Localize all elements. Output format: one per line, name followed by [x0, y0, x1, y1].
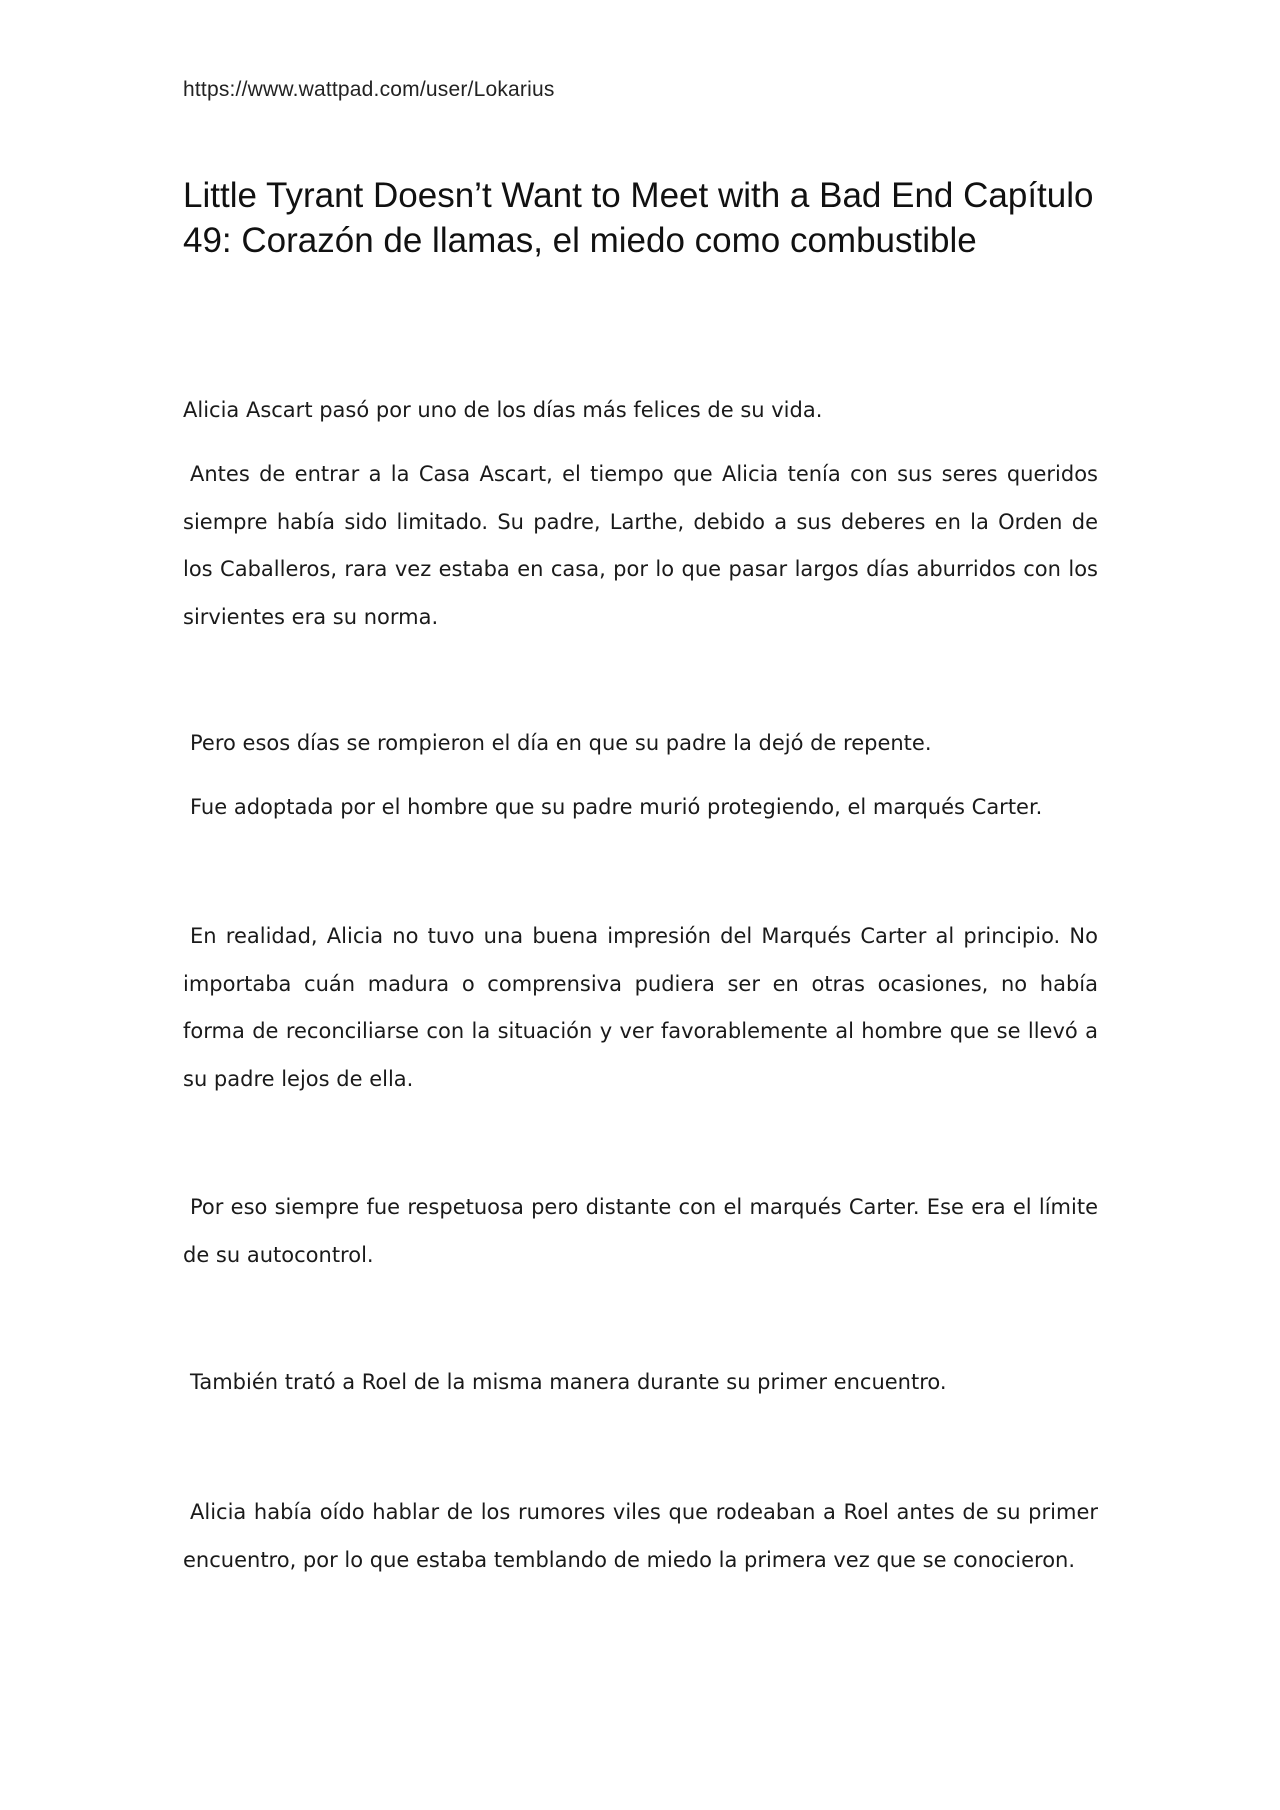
paragraph-2: Antes de entrar a la Casa Ascart, el tiempo que Alicia tenía con sus seres queridos siempre había sido limitado. Su padre, Larthe, debido a sus deberes en la Orden de los Caballeros, rara vez estaba en casa, por lo que pasar largos días aburridos con los sirvientes era su norma. [183, 462, 1098, 629]
chapter-title: Little Tyrant Doesn’t Want to Meet with a Bad End Capítulo 49: Corazón de llamas, el miedo como combustible [183, 176, 1094, 260]
paragraph-5: En realidad, Alicia no tuvo una buena impresión del Marqués Carter al principio. No importaba cuán madura o comprensiva pudiera ser en otras ocasiones, no había forma de reconciliarse con la situación y ver favorablemente al hombre que se llevó a su padre lejos de ella. [183, 924, 1098, 1091]
header-url: https://www.wattpad.com/user/Lokarius [183, 78, 555, 101]
paragraph-3: Pero esos días se rompieron el día en que su padre la dejó de repente. [190, 731, 932, 755]
paragraph-6: Por eso siempre fue respetuosa pero distante con el marqués Carter. Ese era el límite de su autocontrol. [183, 1195, 1098, 1267]
paragraph-4: Fue adoptada por el hombre que su padre murió protegiendo, el marqués Carter. [190, 795, 1043, 819]
paragraph-1: Alicia Ascart pasó por uno de los días más felices de su vida. [183, 398, 823, 422]
paragraph-8: Alicia había oído hablar de los rumores viles que rodeaban a Roel antes de su primer encuentro, por lo que estaba temblando de miedo la primera vez que se conocieron. [183, 1500, 1098, 1572]
paragraph-7: También trató a Roel de la misma manera durante su primer encuentro. [190, 1370, 947, 1394]
